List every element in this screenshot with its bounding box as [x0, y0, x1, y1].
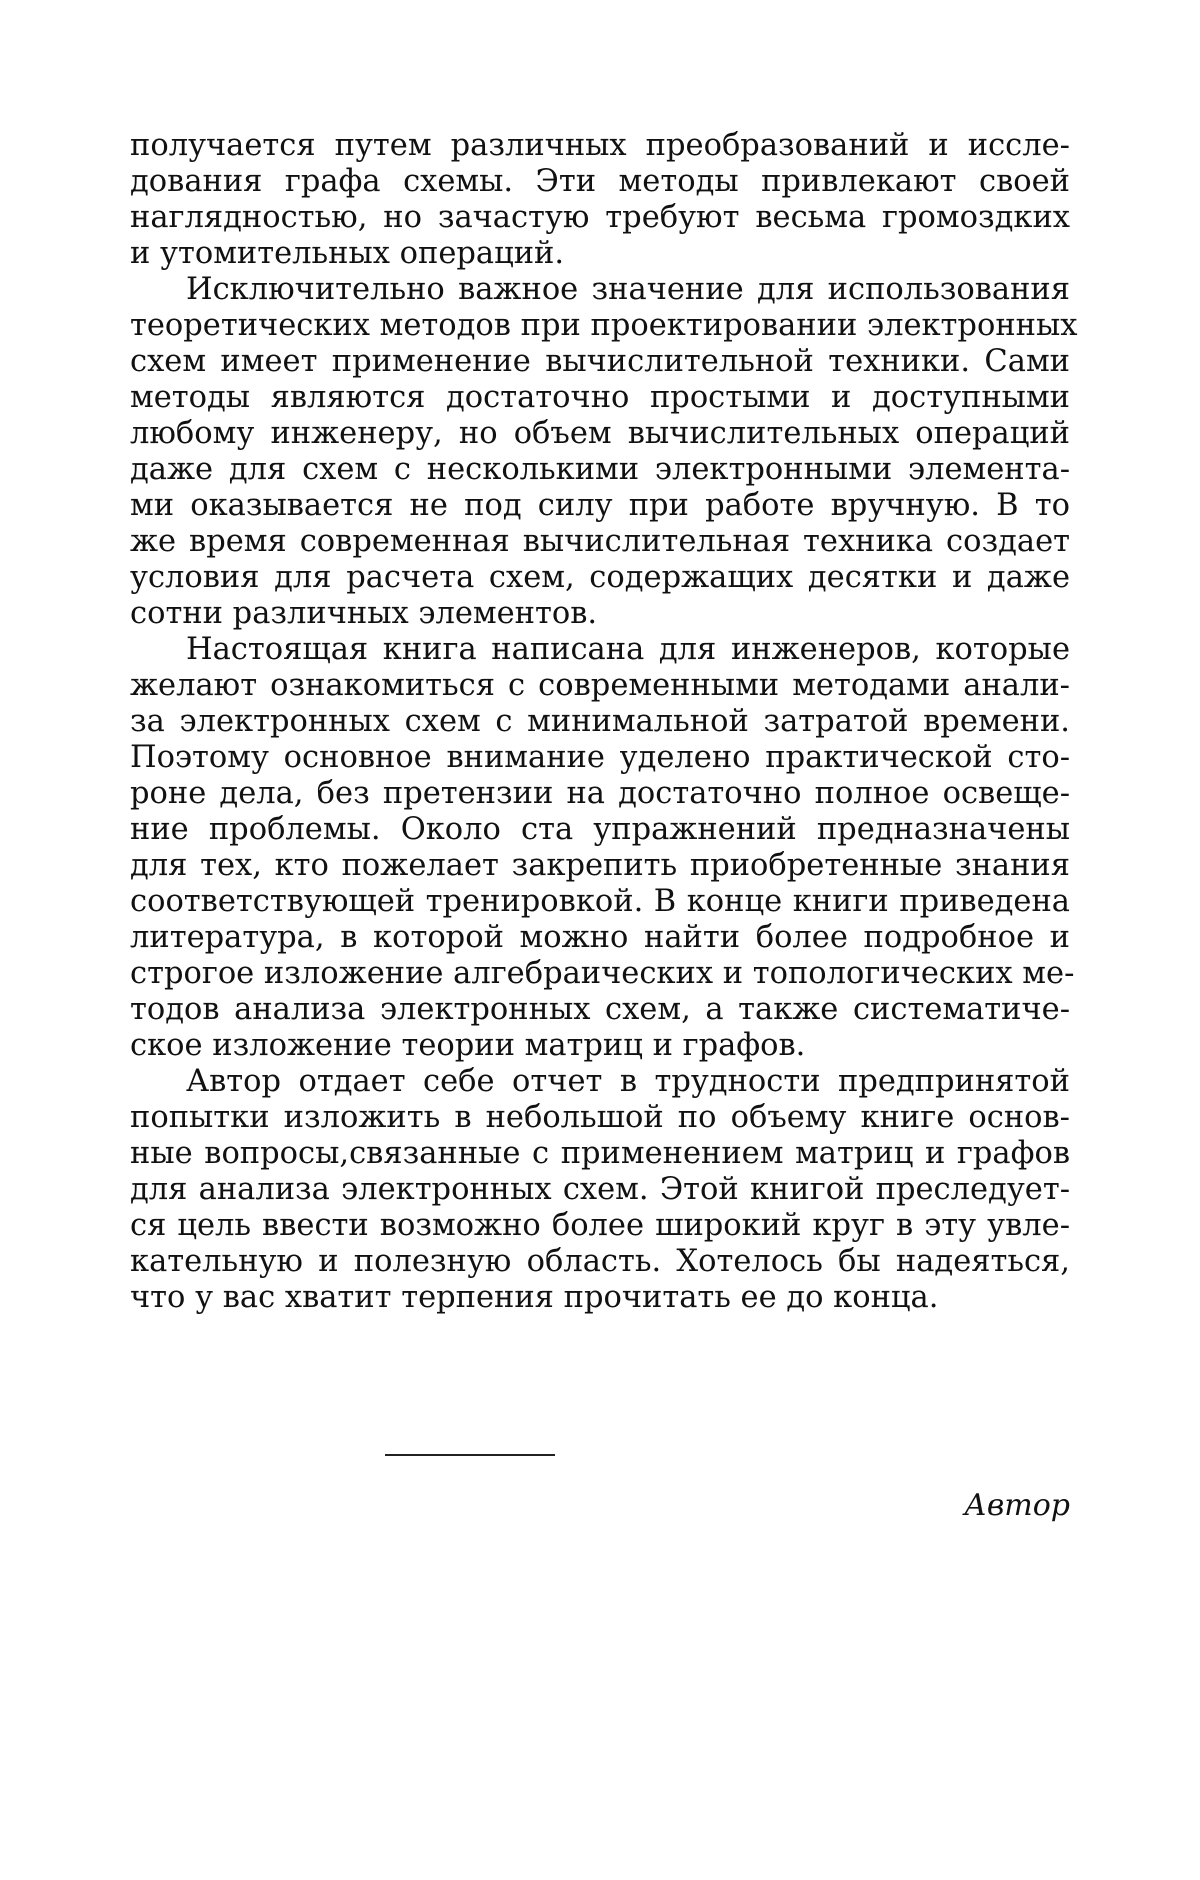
text-line: и утомительных операций.: [130, 236, 565, 271]
text-line: ные вопросы,связанные с применением матриц и графов: [130, 1136, 1070, 1171]
end-rule-divider: [385, 1454, 555, 1456]
text-line: роне дела, без претензии на достаточно полное освеще-: [130, 776, 1070, 811]
text-line: что у вас хватит терпения прочитать ее до конца.: [130, 1280, 939, 1315]
text-line: соответствующей тренировкой. В конце книги приведена: [130, 884, 1070, 919]
text-line: для тех, кто пожелает закрепить приобретенные знания: [130, 848, 1070, 883]
text-line: схем имеет применение вычислительной техники. Сами: [130, 344, 1070, 379]
text-line: Исключительно важное значение для использования: [186, 272, 1070, 307]
text-line: Автор отдает себе отчет в трудности предпринятой: [186, 1064, 1070, 1099]
text-line: попытки изложить в небольшой по объему книге основ-: [130, 1100, 1070, 1135]
paragraph-4: [130, 1064, 1070, 1316]
text-line: желают ознакомиться с современными методами анали-: [130, 668, 1070, 703]
text-line: за электронных схем с минимальной затратой времени.: [130, 704, 1070, 739]
text-line: же время современная вычислительная техника создает: [130, 524, 1070, 559]
text-line: для анализа электронных схем. Этой книгой преследует-: [130, 1172, 1070, 1207]
text-line: любому инженеру, но объем вычислительных операций: [130, 416, 1070, 451]
text-line: теоретических методов при проектировании электронных: [130, 308, 1078, 343]
text-line: получается путем различных преобразований и иссле-: [130, 128, 1070, 163]
text-line: даже для схем с несколькими электронными элемента-: [130, 452, 1070, 487]
text-line: ние проблемы. Около ста упражнений предназначены: [130, 812, 1070, 847]
text-line: кательную и полезную область. Хотелось бы надеяться,: [130, 1244, 1070, 1279]
text-line: Настоящая книга написана для инженеров, которые: [186, 632, 1070, 667]
text-line: тодов анализа электронных схем, а также систематиче-: [130, 992, 1070, 1027]
text-line: наглядностью, но зачастую требуют весьма громоздких: [130, 200, 1070, 235]
text-line: строгое изложение алгебраических и топологических ме-: [130, 956, 1075, 991]
paragraph-1: [130, 128, 1070, 272]
author-signature: Автор: [964, 1488, 1070, 1523]
text-line: ское изложение теории матриц и графов.: [130, 1028, 806, 1063]
text-line: сотни различных элементов.: [130, 596, 598, 631]
page-body: [130, 128, 1078, 1523]
paragraph-3: [130, 632, 1075, 1064]
text-line: методы являются достаточно простыми и доступными: [130, 380, 1070, 415]
text-line: литература, в которой можно найти более подробное и: [130, 920, 1070, 955]
text-line: дования графа схемы. Эти методы привлекают своей: [130, 164, 1070, 199]
text-line: условия для расчета схем, содержащих десятки и даже: [130, 560, 1070, 595]
text-line: Поэтому основное внимание уделено практической сто-: [130, 740, 1070, 775]
paragraph-2: [130, 272, 1078, 632]
text-line: ся цель ввести возможно более широкий круг в эту увле-: [130, 1208, 1070, 1243]
text-line: ми оказывается не под силу при работе вручную. В то: [130, 488, 1070, 523]
